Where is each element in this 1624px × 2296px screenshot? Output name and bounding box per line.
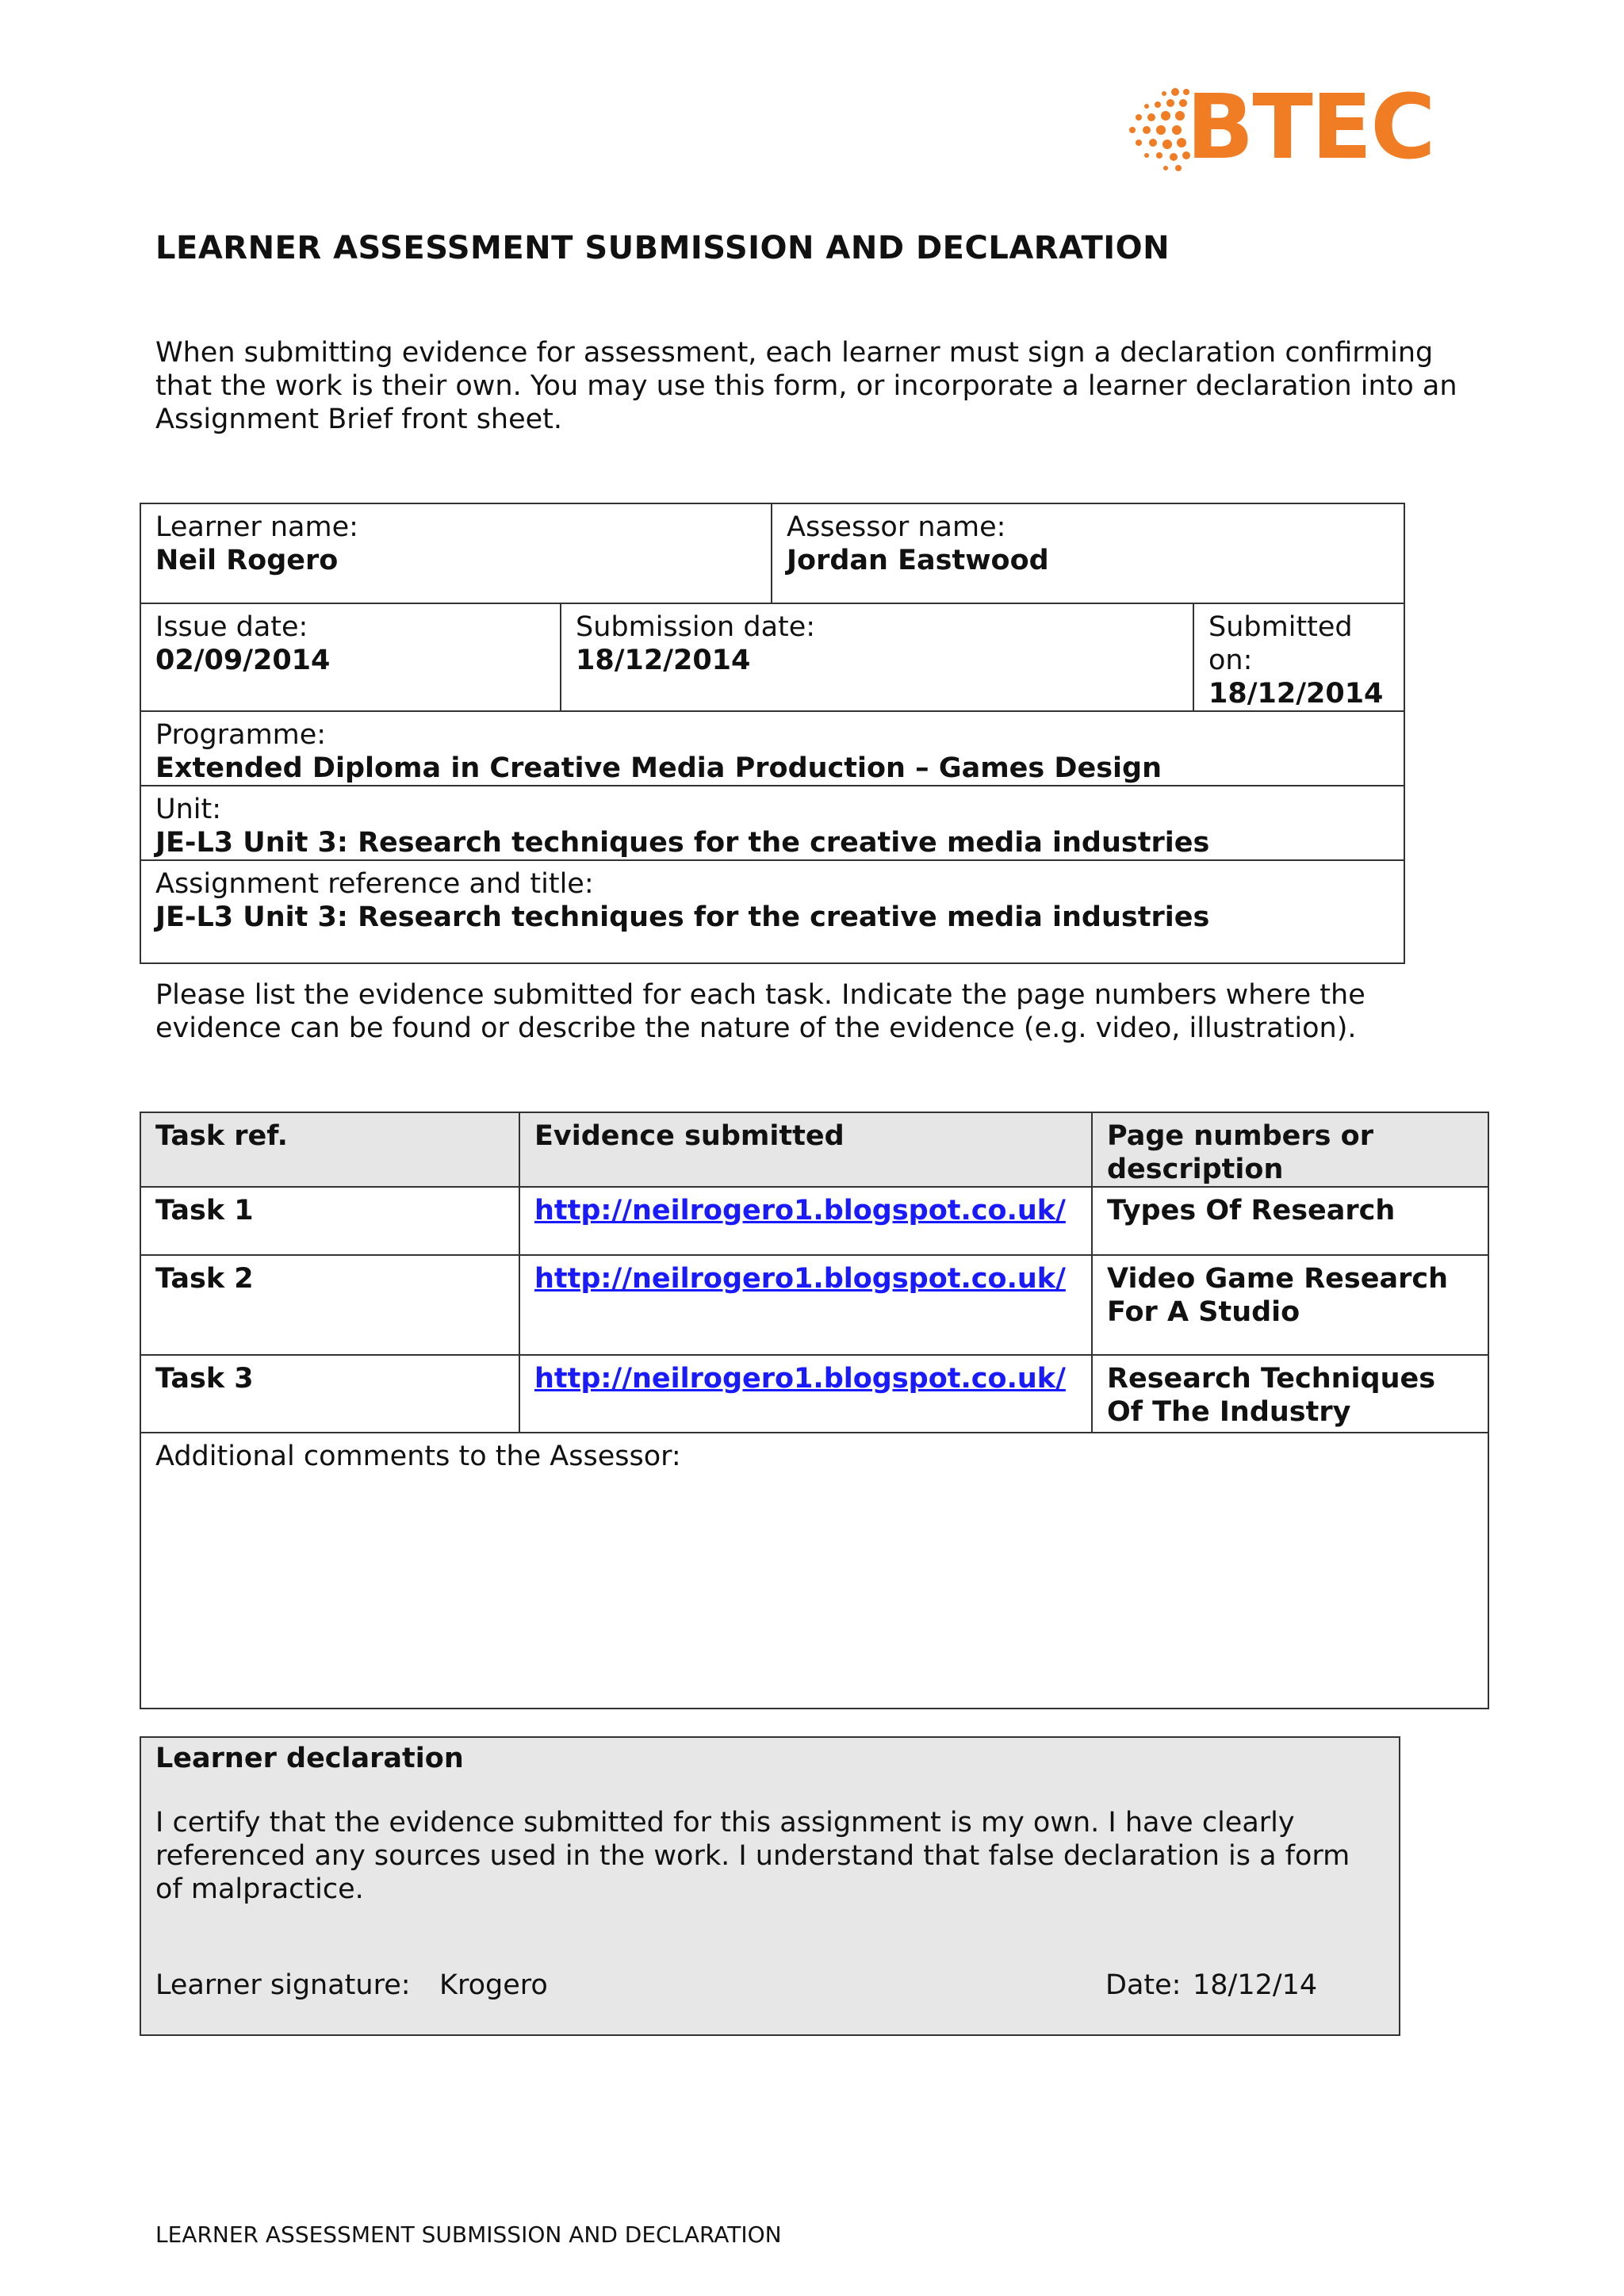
submission-date-label: Submission date:	[576, 611, 816, 643]
additional-comments-label: Additional comments to the Assessor:	[155, 1441, 681, 1472]
page-footer: LEARNER ASSESSMENT SUBMISSION AND DECLARATION	[155, 2221, 782, 2248]
learner-declaration-box	[140, 1736, 1400, 2036]
evidence-link[interactable]: http://neilrogero1.blogspot.co.uk/	[534, 1195, 1066, 1226]
page-numbers-header: Page numbers or description	[1092, 1112, 1488, 1187]
dot-pattern-icon	[1126, 86, 1193, 174]
evidence-link[interactable]: http://neilrogero1.blogspot.co.uk/	[534, 1363, 1066, 1395]
issue-date-label: Issue date:	[155, 611, 308, 643]
declaration-date-label: Date:	[1105, 1969, 1182, 2001]
evidence-cell	[519, 1355, 1092, 1433]
evidence-instructions: Please list the evidence submitted for each task. Indicate the page numbers where the evidence can be found or describe the nature of the evidence (e.g. video, illustration).	[155, 979, 1365, 1044]
assignment-cell	[140, 860, 1404, 963]
declaration-text: I certify that the evidence submitted for this assignment is my own. I have clearly referenced any sources used in the work. I understand that false declaration is a form of malpractice.	[155, 1807, 1350, 1905]
page-description-cell: Types Of Research	[1092, 1187, 1488, 1255]
issue-date-cell	[140, 603, 561, 711]
declaration-title: Learner declaration	[155, 1743, 464, 1774]
evidence-link[interactable]: http://neilrogero1.blogspot.co.uk/	[534, 1263, 1066, 1295]
assessor-name-value: Jordan Eastwood	[787, 545, 1049, 576]
task-ref-header: Task ref.	[140, 1112, 519, 1187]
intro-paragraph: When submitting evidence for assessment, each learner must sign a declaration confirming that the work is their own. You may use this form, or incorporate a learner declaration into an Assignment Brief front sheet.	[155, 337, 1457, 435]
programme-label: Programme:	[155, 719, 327, 751]
evidence-submitted-header: Evidence submitted	[519, 1112, 1092, 1187]
submitted-on-label: Submitted on:	[1208, 611, 1353, 676]
table-row	[140, 1355, 1488, 1433]
learner-info-table	[140, 503, 1405, 964]
evidence-cell	[519, 1255, 1092, 1355]
page-description-cell: Video Game Research For A Studio	[1092, 1255, 1488, 1355]
task-ref-cell: Task 2	[140, 1255, 519, 1355]
table-row	[140, 1187, 1488, 1255]
task-ref-cell: Task 3	[140, 1355, 519, 1433]
signature-label: Learner signature:	[155, 1969, 411, 2001]
assignment-value: JE-L3 Unit 3: Research techniques for the creative media industries	[155, 901, 1210, 933]
evidence-table	[140, 1112, 1489, 1709]
submission-date-value: 18/12/2014	[576, 645, 751, 676]
submitted-on-cell	[1193, 603, 1404, 711]
learner-name-cell	[140, 503, 772, 603]
table-row	[140, 1255, 1488, 1355]
logo-wordmark: BTEC	[1186, 76, 1434, 179]
submission-date-cell	[561, 603, 1193, 711]
page-title: LEARNER ASSESSMENT SUBMISSION AND DECLARATION	[155, 230, 1170, 266]
issue-date-value: 02/09/2014	[155, 645, 331, 676]
additional-comments-cell	[140, 1433, 1488, 1709]
assignment-label: Assignment reference and title:	[155, 868, 594, 900]
unit-label: Unit:	[155, 794, 222, 825]
task-ref-cell: Task 1	[140, 1187, 519, 1255]
assessor-name-label: Assessor name:	[787, 511, 1006, 543]
learner-name-label: Learner name:	[155, 511, 358, 543]
submitted-on-value: 18/12/2014	[1208, 678, 1384, 710]
unit-value: JE-L3 Unit 3: Research techniques for the creative media industries	[155, 827, 1210, 859]
unit-cell	[140, 786, 1404, 860]
learner-name-value: Neil Rogero	[155, 545, 339, 576]
assessor-name-cell	[772, 503, 1404, 603]
evidence-cell	[519, 1187, 1092, 1255]
btec-logo	[1126, 76, 1434, 182]
page-description-cell: Research Techniques Of The Industry	[1092, 1355, 1488, 1433]
declaration-date-value: 18/12/14	[1193, 1969, 1318, 2001]
signature-value: Krogero	[439, 1969, 548, 2001]
programme-cell	[140, 711, 1404, 786]
programme-value: Extended Diploma in Creative Media Production – Games Design	[155, 752, 1162, 784]
